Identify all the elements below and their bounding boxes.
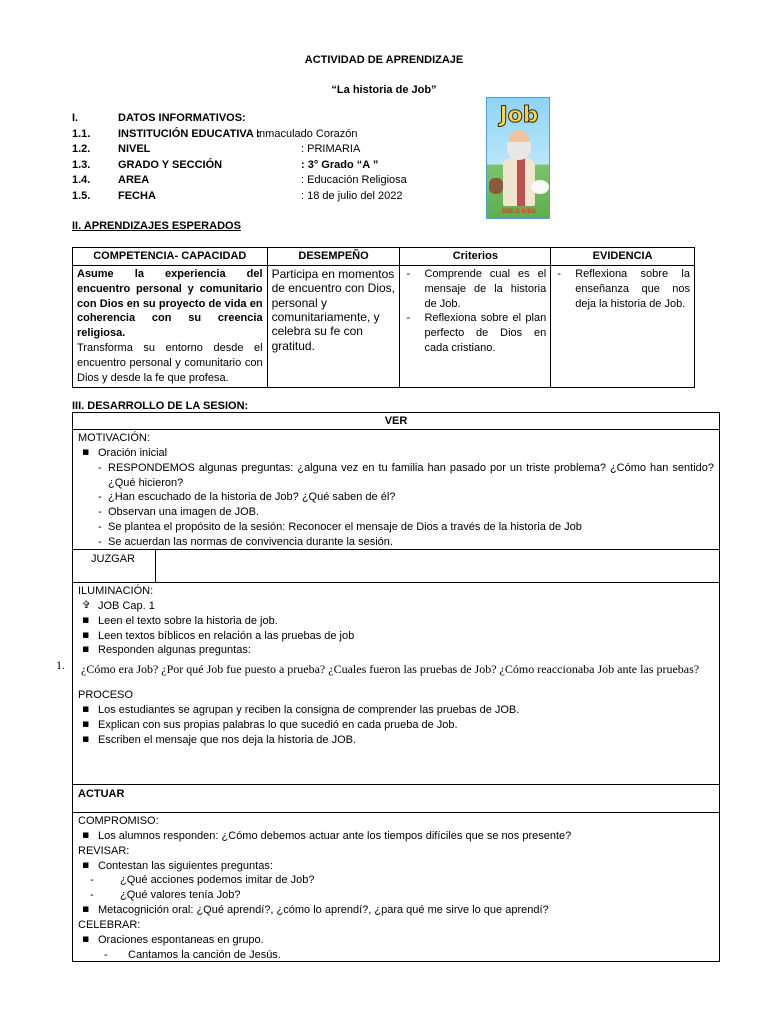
evidencia-cell: [551, 265, 695, 387]
list-item: ▪ Oraciones espontaneas en grupo.: [78, 933, 714, 948]
datos-num: 1.3.: [72, 158, 91, 171]
datos-value: : 18 de julio del 2022: [301, 189, 403, 202]
list-item: ▪ Explican con sus propias palabras lo que sucedió en cada prueba de Job.: [78, 718, 714, 733]
revisar-label: REVISAR:: [78, 844, 130, 857]
competencia-bold: Asume la experiencia del encuentro personal y comunitario con Dios en su proyecto de vida en coherencia con su creencia religiosa.: [77, 267, 263, 340]
juzgar-body: [73, 583, 719, 749]
datos-value: : PRIMARIA: [301, 143, 361, 155]
col-desempeno: DESEMPEÑO: [267, 248, 400, 266]
spacer: [78, 680, 714, 688]
actuar-label: ACTUAR: [78, 788, 125, 800]
list-item: ▪ Los alumnos responden: ¿Cómo debemos actuar ante los tiempos difíciles que se nos presente?: [78, 829, 714, 844]
list-item: ▪ Metacognición oral: ¿Qué aprendí?, ¿cómo lo aprendí?, ¿para qué me sirve lo que aprendí?: [78, 903, 714, 918]
criterios-cell: [400, 265, 551, 387]
datos-label: GRADO Y SECCIÓN: [118, 158, 223, 171]
datos-num: 1.1.: [72, 127, 91, 140]
list-item: - ¿Han escuchado de la historia de Job? ¿Qué saben de él?: [78, 490, 714, 505]
competencia-text: Transforma su entorno desde el encuentro personal y comunitario con Dios y desde la fe que profesa.: [77, 342, 263, 384]
juzgar-label: JUZGAR: [73, 550, 156, 582]
datos-value: : 3° Grado “A ”: [301, 158, 379, 171]
sheep-figure: [531, 180, 549, 194]
ver-header: VER: [73, 413, 719, 430]
datos-num: 1.4.: [72, 174, 91, 186]
juzgar-section: [72, 582, 720, 785]
motivacion-label: MOTIVACIÓN:: [78, 432, 150, 444]
cover-brand: BIBLE KIDS: [501, 208, 536, 215]
list-item: - ¿Qué valores tenía Job?: [78, 888, 714, 903]
datos-num: 1.2.: [72, 143, 91, 155]
job-book-cover-image: [486, 97, 550, 219]
criterio-item: - Reflexiona sobre el plan perfecto de Dios en cada cristiano.: [404, 311, 546, 356]
list-item: - Observan una imagen de JOB.: [78, 505, 714, 520]
question-number: 1.: [56, 658, 65, 672]
document-title: ACTIVIDAD DE APRENDIZAJE: [304, 54, 464, 66]
list-item: - ¿Qué acciones podemos imitar de Job?: [78, 873, 714, 888]
actuar-row: [72, 784, 720, 813]
list-item: - RESPONDEMOS algunas preguntas: ¿alguna vez en tu familia han pasado por un triste problema? ¿Cómo han sentido? ¿Qué hicieron?: [78, 461, 714, 491]
ver-section: [72, 412, 720, 550]
datos-label: FECHA: [118, 189, 156, 202]
actuar-body: [73, 813, 719, 963]
question-text: ¿Cómo era Job? ¿Por qué Job fue puesto a prueba? ¿Cuales fueron las pruebas de Job? ¿Cómo reaccionaba Job ante las pruebas?: [81, 662, 700, 677]
col-evidencia: EVIDENCIA: [551, 248, 695, 266]
table-row: [73, 265, 695, 387]
oracion-item: ▪ Oración inicial: [78, 446, 714, 461]
aprendizajes-heading: II. APRENDIZAJES ESPERADOS: [72, 220, 241, 232]
col-competencia: COMPETENCIA- CAPACIDAD: [73, 248, 268, 266]
datos-value: Inmaculado Corazón: [256, 127, 358, 140]
competencias-table: [72, 247, 695, 388]
compromiso-label: COMPROMISO:: [78, 815, 159, 827]
cap-item: ✞ JOB Cap. 1: [78, 599, 714, 614]
table-header-row: [73, 248, 695, 266]
list-item: - Se acuerdan las normas de convivencia durante la sesión.: [78, 535, 714, 550]
list-item: ▪ Responden algunas preguntas:: [78, 643, 714, 658]
list-item: ▪ Leen textos bíblicos en relación a las pruebas de job: [78, 629, 714, 644]
celebrar-label: CELEBRAR:: [78, 918, 141, 931]
desempeno-cell: [267, 265, 400, 387]
list-item: - Se plantea el propósito de la sesión: Reconocer el mensaje de Dios a través de la historia de Job: [78, 520, 714, 535]
datos-section-num: I.: [72, 112, 79, 124]
cover-title: Job: [499, 103, 539, 128]
list-item: ▪ Leen el texto sobre la historia de job.: [78, 614, 714, 629]
col-criterios: Criterios: [400, 248, 551, 266]
criterio-item: - Comprende cual es el mensaje de la historia de Job.: [404, 267, 546, 312]
juzgar-row: [72, 549, 720, 583]
datos-value: : Educación Religiosa: [301, 174, 407, 186]
datos-label: AREA: [118, 174, 150, 186]
desempeno-text: Participa en momentos de encuentro con Dios, personal y comunitariamente, y celebra su fe con gratitud.: [271, 266, 395, 353]
evidencia-item: - Reflexiona sobre la enseñanza que nos deja la historia de Job.: [555, 267, 690, 312]
datos-num: 1.5.: [72, 189, 91, 202]
sash-figure: [517, 158, 525, 206]
actuar-section: [72, 812, 720, 962]
list-item: ▪ Escriben el mensaje que nos deja la historia de JOB.: [78, 733, 714, 748]
datos-section-label: DATOS INFORMATIVOS:: [118, 112, 246, 124]
desarrollo-heading: III. DESARROLLO DE LA SESION:: [72, 400, 249, 412]
ver-body: [73, 430, 719, 551]
competencia-cell: [73, 265, 268, 387]
goat-figure: [489, 178, 503, 194]
list-item: - Cantamos la canción de Jesús.: [78, 948, 714, 963]
iluminacion-label: ILUMINACIÓN:: [78, 585, 154, 597]
datos-label: NIVEL: [118, 143, 151, 155]
datos-label: INSTITUCIÓN EDUCATIVA :: [118, 127, 261, 140]
document-subtitle: “La historia de Job”: [331, 84, 437, 96]
proceso-label: PROCESO: [78, 689, 134, 702]
list-item: ▪ Los estudiantes se agrupan y reciben la consigna de comprender las pruebas de JOB.: [78, 703, 714, 718]
list-item: ▪ Contestan las siguientes preguntas:: [78, 859, 714, 874]
